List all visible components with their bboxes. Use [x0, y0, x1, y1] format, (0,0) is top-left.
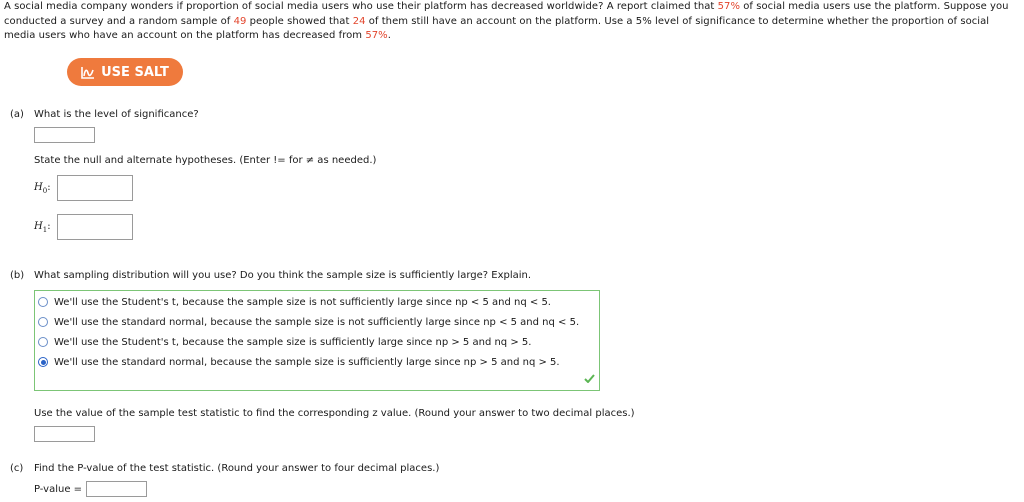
h1-colon: : — [47, 221, 51, 232]
problem-text: A social media company wonders if proportion of social media users who use their platform has decreased worldwide? A report claimed that — [4, 1, 718, 12]
option-1-text: We'll use the Student's t, because the sample size is not sufficiently large since np < 5 and nq < 5. — [54, 296, 551, 308]
problem-text: of social media users use the platform. Suppose you conducted a survey and a random sample of — [4, 1, 1009, 27]
option-2[interactable] — [38, 314, 579, 330]
pvalue-label: P-value = — [34, 484, 83, 495]
h1-label — [34, 221, 51, 234]
problem-text: of them still have an account on the platform. Use a 5% level of significance to determine whether the proportion of social media users who have an account on the platform has decreased from — [4, 15, 990, 41]
part-a-question: What is the level of significance? — [34, 109, 199, 120]
h1-input[interactable] — [57, 214, 133, 240]
part-a-letter: (a) — [10, 109, 24, 120]
h0-input[interactable] — [57, 175, 133, 201]
radio-option-2[interactable] — [38, 317, 48, 327]
h0-label — [34, 182, 51, 195]
claimed-percent: 57% — [365, 30, 388, 41]
use-salt-label: USE SALT — [101, 64, 169, 80]
option-3-text: We'll use the Student's t, because the sample size is sufficiently large since np > 5 and nq > 5. — [54, 336, 532, 348]
part-b-question: What sampling distribution will you use? Do you think the sample size is sufficiently large? Explain. — [34, 270, 532, 281]
option-1[interactable] — [38, 294, 551, 310]
h0-letter: H — [34, 182, 43, 193]
problem-text: . — [387, 30, 391, 41]
use-salt-button[interactable] — [67, 58, 183, 86]
option-4[interactable] — [38, 354, 560, 370]
radio-option-1[interactable] — [38, 297, 48, 307]
sample-size: 49 — [233, 15, 247, 27]
problem-statement — [4, 0, 1020, 44]
part-c-question: Find the P-value of the test statistic. (Round your answer to four decimal places.) — [34, 463, 440, 474]
h1-subscript: 1 — [42, 226, 48, 234]
option-4-text: We'll use the standard normal, because the sample size is sufficiently large since np > 5 and nq > 5. — [54, 356, 560, 368]
z-value-input[interactable] — [34, 426, 95, 442]
z-value-instruction: Use the value of the sample test statistic to find the corresponding z value. (Round your answer to two decimal places.) — [34, 408, 635, 419]
salt-chart-icon — [81, 66, 95, 79]
radio-option-3[interactable] — [38, 337, 48, 347]
claimed-percent: 57% — [717, 1, 741, 12]
problem-text: people showed that — [246, 15, 353, 27]
part-b-letter: (b) — [10, 270, 25, 281]
part-c-letter: (c) — [10, 463, 24, 474]
h0-colon: : — [47, 182, 51, 193]
radio-option-4[interactable] — [38, 357, 48, 367]
significance-input[interactable] — [34, 127, 95, 143]
hypotheses-instruction: State the null and alternate hypotheses. (Enter != for ≠ as needed.) — [34, 155, 377, 166]
sampling-distribution-options — [34, 290, 600, 391]
success-count: 24 — [352, 15, 366, 27]
option-3[interactable] — [38, 334, 531, 350]
h0-subscript: 0 — [42, 187, 48, 195]
pvalue-input[interactable] — [86, 481, 147, 497]
option-2-text: We'll use the standard normal, because the sample size is not sufficiently large since np < 5 and nq < 5. — [54, 316, 580, 328]
h1-letter: H — [34, 221, 43, 232]
checkmark-icon — [584, 374, 595, 386]
